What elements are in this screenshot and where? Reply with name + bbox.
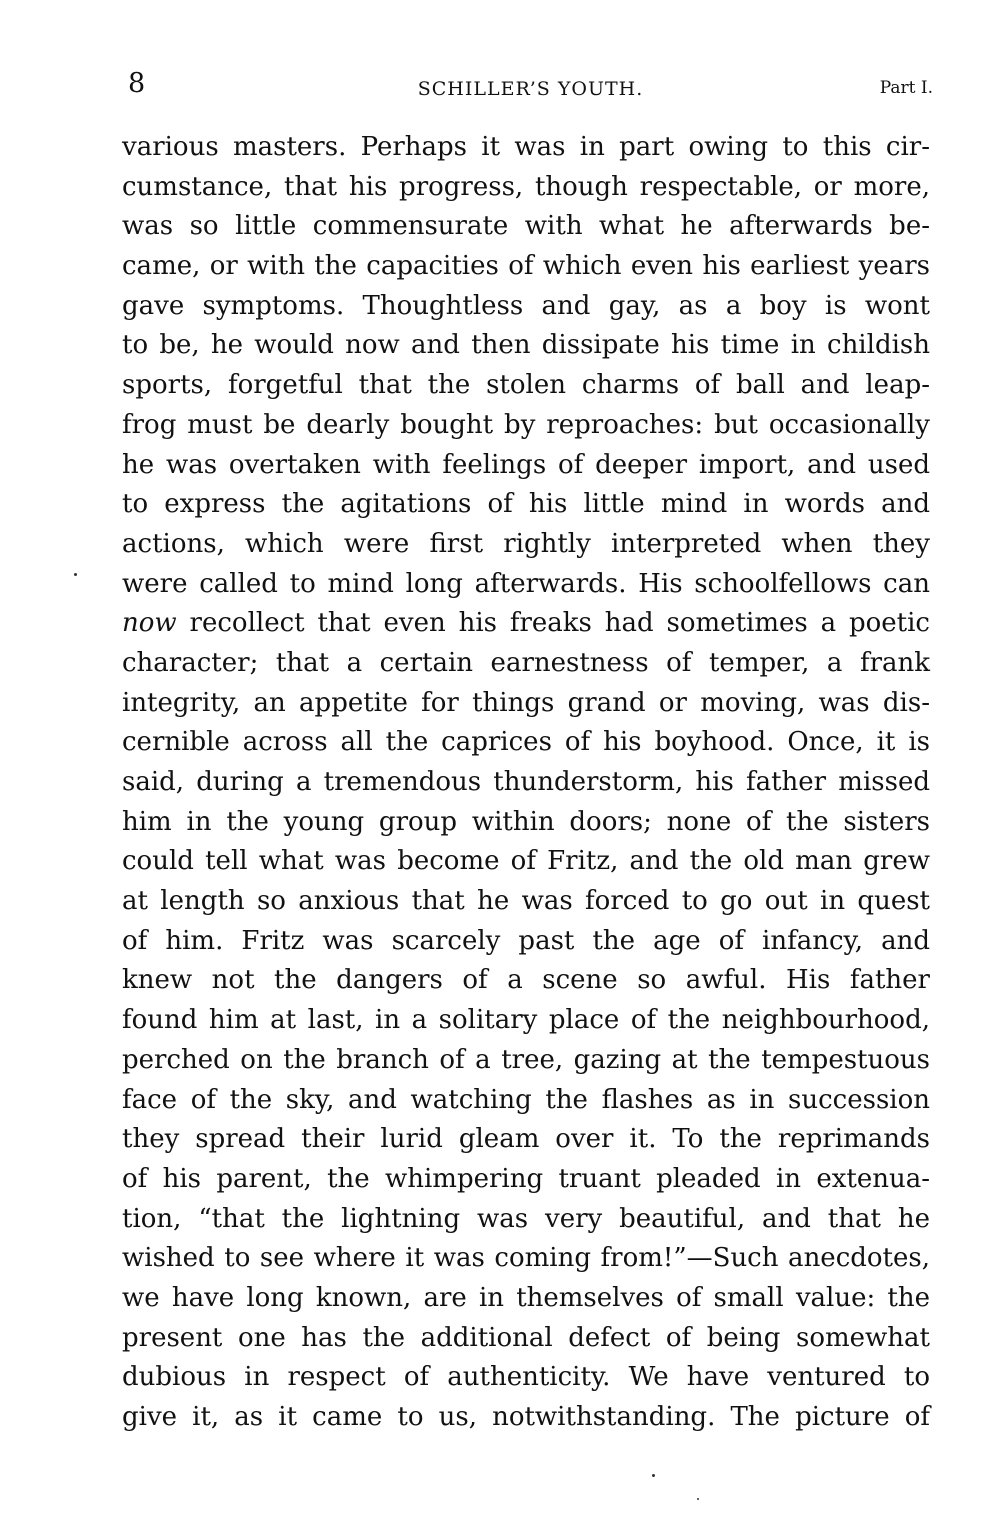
italic-word: now: [122, 608, 177, 639]
text-line: at length so anxious that he was forced to go out in quest: [122, 886, 930, 917]
print-speck: [74, 573, 77, 576]
text-line: gave symptoms. Thoughtless and gay, as a boy is wont: [122, 290, 930, 321]
text-line: to express the agitations of his little mind in words and: [122, 489, 930, 520]
text-line: they spread their lurid gleam over it. To the reprimands: [122, 1124, 930, 1155]
text-line: could tell what was become of Fritz, and the old man grew: [122, 846, 930, 877]
text-line: knew not the dangers of a scene so awful. His father: [122, 965, 930, 996]
text-line: [122, 604, 930, 644]
text-line: he was overtaken with feelings of deeper import, and used: [122, 449, 930, 480]
text-line: we have long known, are in themselves of small value: the: [122, 1282, 930, 1313]
text-line: was so little commensurate with what he afterwards be-: [122, 211, 930, 242]
print-speck: [652, 1474, 655, 1477]
text-line: sports, forgetful that the stolen charms of ball and leap-: [122, 370, 930, 401]
text-line: face of the sky, and watching the flashes as in succession: [122, 1084, 930, 1115]
text-line: to be, he would now and then dissipate his time in childish: [122, 330, 930, 361]
print-speck: [697, 1498, 699, 1500]
text-line: cumstance, that his progress, though respectable, or more,: [122, 171, 930, 202]
text-line: tion, “that the lightning was very beautiful, and that he: [122, 1203, 930, 1234]
text-line: cernible across all the caprices of his boyhood. Once, it is: [122, 727, 930, 758]
text-line-rest: recollect that even his freaks had sometimes a poetic: [176, 608, 930, 639]
text-line: frog must be dearly bought by reproaches: but occasionally: [122, 409, 930, 440]
text-line: him in the young group within doors; none of the sisters: [122, 806, 930, 837]
running-title: SCHILLER’S YOUTH.: [417, 78, 644, 100]
text-line: of his parent, the whimpering truant pleaded in extenua-: [122, 1163, 930, 1194]
part-label: Part I.: [879, 78, 933, 98]
text-line: came, or with the capacities of which even his earliest years: [122, 251, 930, 282]
text-line: dubious in respect of authenticity. We have ventured to: [122, 1362, 930, 1393]
page-number: 8: [128, 68, 146, 99]
text-line: present one has the additional defect of being somewhat: [122, 1322, 930, 1353]
text-line: of him. Fritz was scarcely past the age of infancy, and: [122, 925, 930, 956]
text-line: perched on the branch of a tree, gazing at the tempestuous: [122, 1044, 930, 1075]
text-line: actions, which were first rightly interpreted when they: [122, 528, 930, 559]
text-line: were called to mind long afterwards. His schoolfellows can: [122, 568, 930, 599]
running-head: [128, 68, 933, 108]
body-text: [122, 128, 930, 1438]
text-line: found him at last, in a solitary place of the neighbourhood,: [122, 1005, 930, 1036]
text-line: character; that a certain earnestness of temper, a frank: [122, 647, 930, 678]
text-line: said, during a tremendous thunderstorm, his father missed: [122, 767, 930, 797]
text-line: give it, as it came to us, notwithstanding. The picture of: [122, 1402, 930, 1432]
text-line: wished to see where it was coming from!”—Such anecdotes,: [122, 1243, 930, 1274]
text-line: integrity, an appetite for things grand or moving, was dis-: [122, 687, 930, 718]
text-line: various masters. Perhaps it was in part owing to this cir-: [122, 132, 930, 162]
